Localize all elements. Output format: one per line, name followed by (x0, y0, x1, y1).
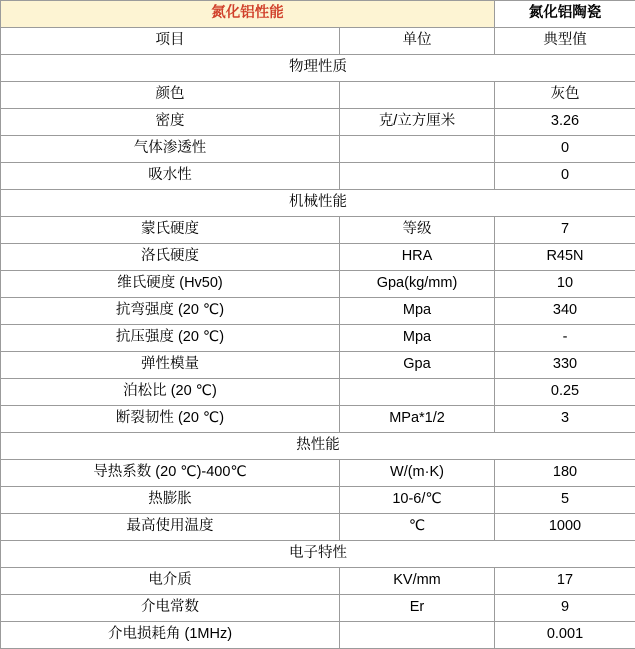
table-row (1, 109, 635, 136)
cell-value: 330 (495, 352, 635, 379)
cell-value: 灰色 (495, 82, 635, 109)
table-row (1, 568, 635, 595)
cell-value: 7 (495, 217, 635, 244)
cell-value: 180 (495, 460, 635, 487)
section-title: 电子特性 (1, 541, 635, 568)
cell-unit (340, 82, 495, 109)
table-row (1, 244, 635, 271)
table-row (1, 352, 635, 379)
cell-unit: MPa*1/2 (340, 406, 495, 433)
cell-item: 气体渗透性 (1, 136, 340, 163)
cell-item: 最高使用温度 (1, 514, 340, 541)
table-row (1, 406, 635, 433)
table-row (1, 379, 635, 406)
cell-unit: ℃ (340, 514, 495, 541)
section-header-row (1, 541, 635, 568)
table-row (1, 82, 635, 109)
table-row (1, 514, 635, 541)
cell-value: 0.25 (495, 379, 635, 406)
column-header-item: 项目 (1, 28, 340, 55)
cell-item: 维氏硬度 (Hv50) (1, 271, 340, 298)
table-row (1, 163, 635, 190)
cell-value: 3.26 (495, 109, 635, 136)
table-row (1, 298, 635, 325)
cell-unit: KV/mm (340, 568, 495, 595)
section-title: 热性能 (1, 433, 635, 460)
cell-value: 5 (495, 487, 635, 514)
cell-value: - (495, 325, 635, 352)
cell-unit: 10-6/℃ (340, 487, 495, 514)
cell-item: 蒙氏硬度 (1, 217, 340, 244)
cell-unit: 等级 (340, 217, 495, 244)
cell-value: 0.001 (495, 622, 635, 649)
cell-item: 介电常数 (1, 595, 340, 622)
cell-item: 吸水性 (1, 163, 340, 190)
cell-item: 抗弯强度 (20 ℃) (1, 298, 340, 325)
column-header-value: 典型值 (495, 28, 635, 55)
cell-item: 电介质 (1, 568, 340, 595)
cell-unit: Gpa (340, 352, 495, 379)
cell-value: 17 (495, 568, 635, 595)
table-header-row (1, 28, 635, 55)
cell-item: 洛氏硬度 (1, 244, 340, 271)
cell-unit: HRA (340, 244, 495, 271)
cell-value: R45N (495, 244, 635, 271)
cell-value: 0 (495, 163, 635, 190)
cell-value: 10 (495, 271, 635, 298)
cell-unit: Er (340, 595, 495, 622)
cell-item: 介电损耗角 (1MHz) (1, 622, 340, 649)
cell-unit: Mpa (340, 298, 495, 325)
section-header-row (1, 433, 635, 460)
cell-value: 9 (495, 595, 635, 622)
cell-item: 断裂韧性 (20 ℃) (1, 406, 340, 433)
cell-unit: Gpa(kg/mm) (340, 271, 495, 298)
table-row (1, 325, 635, 352)
table-row (1, 595, 635, 622)
section-header-row (1, 190, 635, 217)
section-header-row (1, 55, 635, 82)
cell-item: 抗压强度 (20 ℃) (1, 325, 340, 352)
table-body (1, 1, 635, 649)
cell-item: 热膨胀 (1, 487, 340, 514)
cell-value: 3 (495, 406, 635, 433)
cell-value: 1000 (495, 514, 635, 541)
table-row (1, 460, 635, 487)
table-row (1, 487, 635, 514)
table-row (1, 271, 635, 298)
cell-unit (340, 163, 495, 190)
table-title-right: 氮化铝陶瓷 (495, 1, 635, 28)
table-title-left: 氮化铝性能 (1, 1, 495, 28)
table-row (1, 136, 635, 163)
cell-item: 导热系数 (20 ℃)-400℃ (1, 460, 340, 487)
cell-unit: 克/立方厘米 (340, 109, 495, 136)
cell-item: 颜色 (1, 82, 340, 109)
cell-item: 弹性模量 (1, 352, 340, 379)
table-title-row (1, 1, 635, 28)
cell-item: 泊松比 (20 ℃) (1, 379, 340, 406)
table-row (1, 217, 635, 244)
column-header-unit: 单位 (340, 28, 495, 55)
cell-item: 密度 (1, 109, 340, 136)
cell-value: 0 (495, 136, 635, 163)
section-title: 物理性质 (1, 55, 635, 82)
cell-unit (340, 136, 495, 163)
cell-unit: Mpa (340, 325, 495, 352)
cell-value: 340 (495, 298, 635, 325)
cell-unit (340, 379, 495, 406)
section-title: 机械性能 (1, 190, 635, 217)
cell-unit: W/(m·K) (340, 460, 495, 487)
